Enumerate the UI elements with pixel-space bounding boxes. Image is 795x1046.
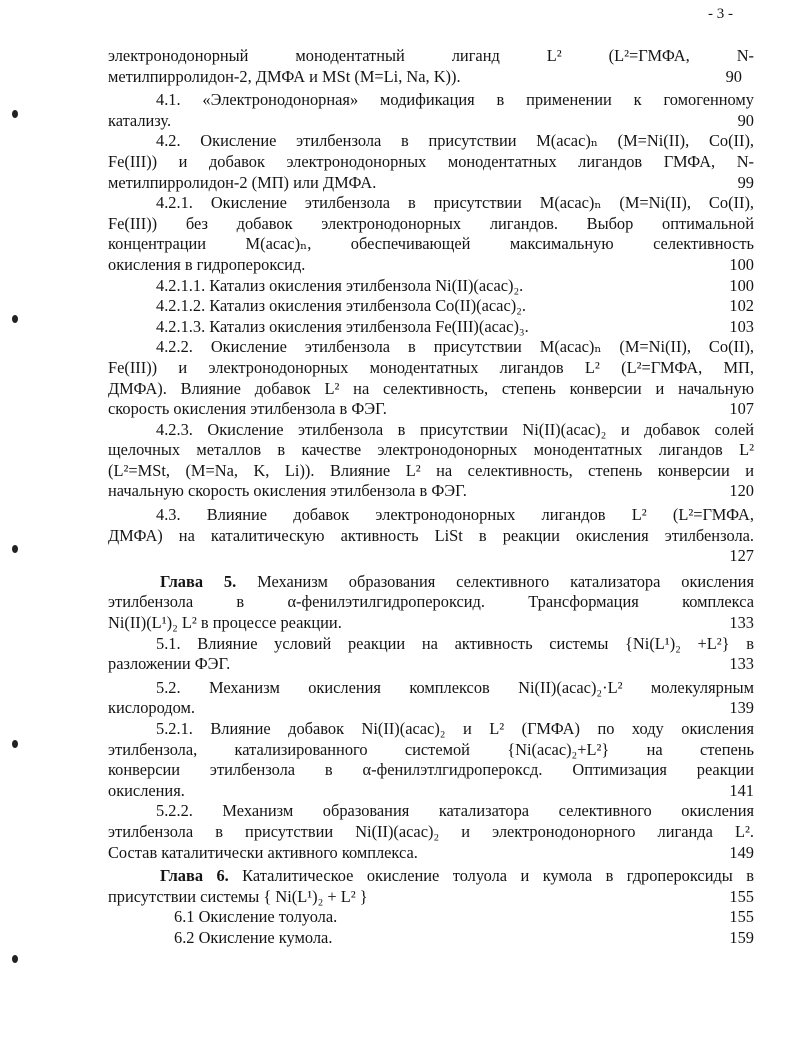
toc-entry-4-2-1-3: [108, 317, 754, 338]
toc-line: ДМФА). Влияние добавок L² на селективность, степень конверсии и начальную: [108, 378, 754, 398]
toc-line: 4.2.1.3. Катализ окисления этилбензола Fe(III)(acac)₃.: [156, 316, 529, 336]
toc-entry-chapter-5: [108, 572, 754, 634]
chapter-label: Глава 6.: [160, 866, 229, 886]
toc-line: метилпирролидон-2 (МП) или ДМФА.: [108, 172, 377, 192]
toc-entry-4-3: [108, 505, 754, 567]
toc-page: 155: [729, 886, 754, 906]
toc-page: 139: [729, 698, 754, 718]
toc-page: 99: [737, 172, 754, 192]
toc-line: Ni(II)(L¹)₂ L² в процессе реакции.: [108, 613, 342, 633]
toc-line: окисления.: [108, 780, 185, 800]
toc-line: Fe(III)) и добавок электронодонорных монодентатных лигандов ГМФА, N-: [108, 151, 754, 171]
toc-line: начальную скорость окисления этилбензола в ФЭГ.: [108, 481, 467, 501]
toc-page: 149: [729, 842, 754, 862]
toc-line: (L²=MSt, (M=Na, K, Li)). Влияние L² на селективность, степень конверсии и: [108, 460, 754, 480]
toc-page: 90: [725, 66, 742, 86]
toc-line: присутствии системы { Ni(L¹)₂ + L² }: [108, 886, 368, 906]
toc-page: 90: [737, 110, 754, 130]
page-number: - 3 -: [708, 6, 733, 22]
toc-page: 155: [729, 907, 754, 927]
toc-entry-6-1: [108, 907, 754, 928]
toc-entry-4-1: [108, 90, 754, 131]
toc-line: катализу.: [108, 110, 172, 130]
toc-entry-5-2-1: [108, 719, 754, 801]
toc-line: Fe(III)) и электронодонорных монодентатных лигандов L² (L²=ГМФА, МП,: [108, 357, 754, 377]
toc-line: 4.2.2. Окисление этилбензола в присутствии M(acac)ₙ (M=Ni(II), Co(II),: [156, 337, 754, 357]
toc-line: 5.2.2. Механизм образования катализатора селективного окисления: [156, 801, 754, 821]
toc-entry-4-2: [108, 131, 754, 193]
toc-line: скорость окисления этилбензола в ФЭГ.: [108, 399, 387, 419]
toc-entry-chapter-6: [108, 866, 754, 907]
toc-line: 5.2. Механизм окисления комплексов Ni(II)(acac)₂·L² молекулярным: [156, 677, 754, 697]
toc-line: 4.1. «Электронодонорная» модификация в применении к гомогенному: [156, 90, 754, 110]
toc-page: 133: [729, 613, 754, 633]
toc-line: концентрации M(acac)ₙ, обеспечивающей максимальную селективность: [108, 234, 754, 254]
punch-hole-mark: [12, 955, 18, 963]
toc-line: метилпирролидон-2, ДМФА и MSt (M=Li, Na, K)).: [108, 66, 461, 86]
toc-line: 4.2. Окисление этилбензола в присутствии M(acac)ₙ (M=Ni(II), Co(II),: [156, 131, 754, 151]
toc-line: конверсии этилбензола в α-фенилэтлгидроперокcд. Оптимизация реакции: [108, 760, 754, 780]
toc-line: 5.1. Влияние условий реакции на активность системы {Ni(L¹)₂ +L²} в: [156, 633, 754, 653]
toc-entry-5-2-2: [108, 801, 754, 863]
toc-page: 100: [729, 275, 754, 295]
toc-line: ДМФА) на каталитическую активность LiSt в реакции окисления этилбензола.: [108, 525, 754, 545]
toc-line: разложении ФЭГ.: [108, 654, 231, 674]
toc-entry-6-2: [108, 928, 754, 949]
toc-line: этилбензола в α-фенилэтилгидропероксид. Трансформация комплекса: [108, 592, 754, 612]
punch-hole-mark: [12, 740, 18, 748]
toc-entry-5-2: [108, 678, 754, 719]
toc-line: 4.3. Влияние добавок электронодонорных лигандов L² (L²=ГМФА,: [156, 505, 754, 525]
toc-page: 103: [729, 316, 754, 336]
toc-line: Состав каталитически активного комплекса.: [108, 842, 418, 862]
toc-entry-5-1: [108, 634, 754, 675]
toc-entry-4-2-1-1: [108, 276, 754, 297]
toc-page: 100: [729, 254, 754, 274]
toc-line: 6.2 Окисление кумола.: [174, 927, 333, 947]
toc-page: 133: [729, 654, 754, 674]
toc-line: 4.2.1.1. Катализ окисления этилбензола Ni(II)(acac)₂.: [156, 275, 524, 295]
toc-line: 6.1 Окисление толуола.: [174, 907, 338, 927]
punch-hole-mark: [12, 315, 18, 323]
toc-page: 159: [729, 927, 754, 947]
toc-line: кислородом.: [108, 698, 195, 718]
toc-entry-4-2-2: [108, 337, 754, 419]
toc-page: 120: [729, 481, 754, 501]
toc-line: Механизм образования селективного катализатора окисления: [236, 571, 754, 591]
toc-entry-4-2-3: [108, 420, 754, 502]
toc-line: этилбензола, катализированного системой {Ni(acac)₂+L²} на степень: [108, 739, 754, 759]
toc-line: Каталитическое окисление толуола и кумола в гдропероксиды в: [228, 866, 754, 886]
punch-hole-mark: [12, 110, 18, 118]
toc-line: электронодонорный монодентатный лиганд L² (L²=ГМФА, N-: [108, 46, 754, 65]
table-of-contents: [108, 46, 754, 949]
toc-line: 4.2.1. Окисление этилбензола в присутствии M(acac)ₙ (M=Ni(II), Co(II),: [156, 193, 754, 213]
punch-hole-mark: [12, 545, 18, 553]
toc-entry-4-2-1-2: [108, 296, 754, 317]
toc-page: 102: [729, 296, 754, 316]
toc-page: 141: [729, 780, 754, 800]
chapter-label: Глава 5.: [160, 571, 237, 591]
toc-line: 4.2.3. Окисление этилбензола в присутствии Ni(II)(acac)₂ и добавок солей: [156, 419, 754, 439]
toc-line: окисления в гидропероксид.: [108, 254, 306, 274]
toc-line: 4.2.1.2. Катализ окисления этилбензола Co(II)(acac)₂.: [156, 296, 526, 316]
toc-line: щелочных металлов в качестве электронодонорных монодентатных лигандов L²: [108, 440, 754, 460]
toc-page: 107: [729, 399, 754, 419]
toc-line: Fe(III)) без добавок электронодонорных лигандов. Выбор оптимальной: [108, 213, 754, 233]
toc-line: 5.2.1. Влияние добавок Ni(II)(acac)₂ и L² (ГМФА) по ходу окисления: [156, 719, 754, 738]
toc-entry-4-2-1: [108, 193, 754, 275]
toc-page: 127: [729, 546, 754, 566]
toc-entry-continuation: [108, 46, 754, 87]
toc-line: этилбензола в присутствии Ni(II)(acac)₂ и электронодонорного лиганда L².: [108, 821, 754, 841]
